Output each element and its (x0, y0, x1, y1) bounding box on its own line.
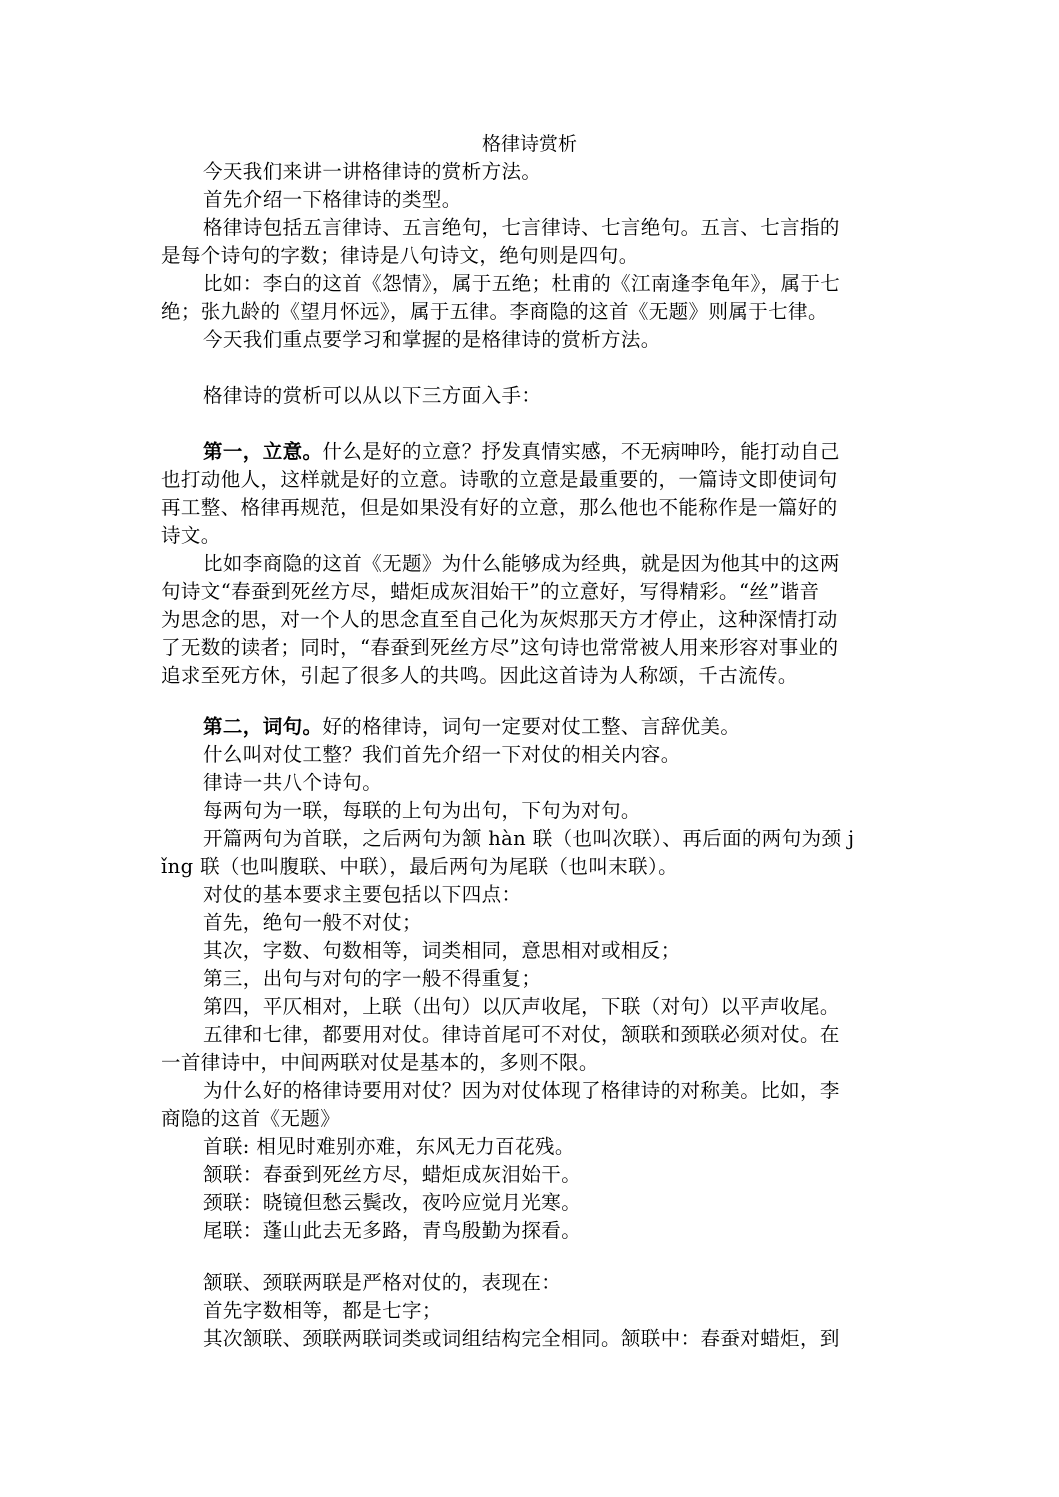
paragraph-line: 绝；张九龄的《望月怀远》，属于五律。李商隐的这首《无题》则属于七律。 (161, 300, 828, 323)
paragraph-line: 开篇两句为首联，之后两句为颔 hàn 联（也叫次联）、再后面的两句为颈 j (203, 827, 855, 850)
paragraph-line: 颔联、颈联两联是严格对仗的，表现在： (203, 1271, 562, 1294)
paragraph-line: 为什么好的格律诗要用对仗？因为对仗体现了格律诗的对称美。比如，李 (203, 1079, 840, 1102)
paragraph-line: 什么叫对仗工整？我们首先介绍一下对仗的相关内容。 (203, 743, 681, 766)
paragraph-line: 商隐的这首《无题》 (161, 1107, 341, 1130)
paragraph-text: 好的格律诗，词句一定要对仗工整、言辞优美。 (322, 715, 741, 738)
paragraph-line: 比如李商隐的这首《无题》为什么能够成为经典，就是因为他其中的这两 (203, 552, 840, 575)
poem-line: 颈联：晓镜但愁云鬓改，夜吟应觉月光寒。 (203, 1191, 582, 1214)
document-title: 格律诗赏析 (481, 133, 577, 155)
paragraph-line: 句诗文“春蚕到死丝方尽，蜡炬成灰泪始干”的立意好，写得精彩。“丝”谐音 (161, 580, 820, 603)
paragraph-line: 每两句为一联，每联的上句为出句，下句为对句。 (203, 799, 641, 822)
paragraph-line: 一首律诗中，中间两联对仗是基本的，多则不限。 (161, 1051, 599, 1074)
paragraph-line: 也打动他人，这样就是好的立意。诗歌的立意是最重要的，一篇诗文即使词句 (161, 468, 838, 491)
paragraph-line: 了无数的读者；同时，“春蚕到死丝方尽”这句诗也常常被人用来形容对事业的 (161, 636, 839, 659)
paragraph-line: 诗文。 (161, 524, 221, 547)
poem-line: 尾联：蓬山此去无多路，青鸟殷勤为探看。 (203, 1219, 582, 1242)
paragraph-line: 其次，字数、句数相等，词类相同，意思相对或相反； (203, 939, 681, 962)
section-heading-2: 第二，词句。 (203, 715, 323, 738)
paragraph-line: 是每个诗句的字数；律诗是八句诗文，绝句则是四句。 (161, 244, 639, 267)
paragraph-line: 对仗的基本要求主要包括以下四点： (203, 883, 522, 906)
section-heading-1: 第一，立意。 (203, 440, 323, 463)
paragraph-line: 首先字数相等，都是七字； (203, 1299, 442, 1322)
poem-line: 首联: 相见时难别亦难，东风无力百花残。 (203, 1135, 575, 1158)
paragraph-line: 再工整、格律再规范，但是如果没有好的立意，那么他也不能称作是一篇好的 (161, 496, 838, 519)
paragraph-line (161, 438, 943, 466)
paragraph-line: 为思念的思，对一个人的思念直至自己化为灰烬那天方才停止，这种深情打动 (161, 608, 838, 631)
paragraph-line: 追求至死方休，引起了很多人的共鸣。因此这首诗为人称颂，千古流传。 (161, 664, 798, 687)
paragraph-line: 格律诗包括五言律诗、五言绝句，七言律诗、七言绝句。五言、七言指的 (203, 216, 840, 239)
paragraph-line: 今天我们来讲一讲格律诗的赏析方法。 (203, 160, 542, 183)
paragraph-line: 比如：李白的这首《怨情》，属于五绝；杜甫的《江南逢李龟年》，属于七 (203, 272, 841, 295)
paragraph-line: 首先介绍一下格律诗的类型。 (203, 188, 462, 211)
poem-line: 颔联：春蚕到死丝方尽，蜡炬成灰泪始干。 (203, 1163, 582, 1186)
paragraph-line: 格律诗的赏析可以从以下三方面入手： (203, 384, 542, 407)
paragraph-line: 第三，出句与对句的字一般不得重复； (203, 967, 542, 990)
paragraph-line: 第四，平仄相对，上联（出句）以仄声收尾，下联（对句）以平声收尾。 (203, 995, 840, 1018)
paragraph-line: 其次颔联、颈联两联词类或词组结构完全相同。颔联中：春蚕对蜡炬，到 (203, 1327, 840, 1350)
paragraph-line (161, 713, 943, 741)
paragraph-text: 什么是好的立意？抒发真情实感，不无病呻吟，能打动自己 (322, 440, 840, 463)
paragraph-line: 今天我们重点要学习和掌握的是格律诗的赏析方法。 (203, 328, 661, 351)
paragraph-line: 五律和七律，都要用对仗。律诗首尾可不对仗，颔联和颈联必须对仗。在 (203, 1023, 840, 1046)
paragraph-line: 首先，绝句一般不对仗； (203, 911, 422, 934)
paragraph-line: 律诗一共八个诗句。 (203, 771, 383, 794)
paragraph-line: ǐng 联（也叫腹联、中联），最后两句为尾联（也叫末联）。 (161, 855, 679, 878)
